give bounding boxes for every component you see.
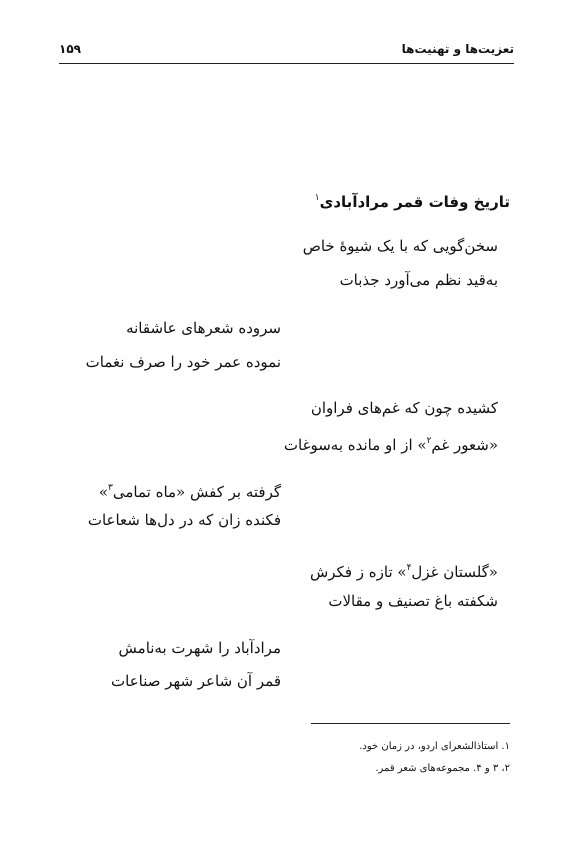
footnote: ۲، ۳ و ۴. مجموعه‌های شعر قمر. — [375, 763, 510, 774]
title-footnote-marker: ۱ — [314, 193, 320, 203]
verse-line: به‌قید نظم می‌آورد جذبات — [339, 271, 498, 289]
page-number: ۱۵۹ — [59, 42, 81, 56]
verse-text: «شعور غم — [431, 436, 498, 454]
verse-line: فکنده زان که در دل‌ها شعاعات — [87, 511, 281, 529]
verse-line — [99, 478, 281, 502]
verse-text: گرفته بر کفش «ماه تمامی — [112, 483, 281, 501]
poem-title-text: تاریخ وفات قمر مرادآبادی — [319, 193, 510, 211]
verse-line: کشیده چون که غم‌های فراوان — [310, 399, 498, 417]
verse-text: » تازه ز فکرش — [309, 563, 407, 581]
verse-line: مرادآباد را شهرت به‌نامش — [118, 639, 281, 657]
verse-line: نموده عمر خود را صرف نغمات — [85, 353, 281, 371]
footnote-marker: ۴ — [406, 563, 412, 573]
header-rule — [59, 63, 514, 64]
verse-line: شکفته باغ تصنیف و مقالات — [328, 592, 498, 610]
running-header — [59, 36, 514, 62]
verse-line — [284, 431, 498, 455]
verse-line: سروده شعرهای عاشقانه — [126, 319, 281, 337]
verse-line — [310, 558, 498, 582]
footnote: ۱. استاذالشعرای اردو، در زمان خود. — [359, 741, 510, 752]
verse-text: «گلستان غزل — [411, 563, 498, 581]
footnote-marker: ۲ — [426, 436, 432, 446]
footnote-rule — [311, 723, 510, 724]
verse-line: سخن‌گویی که با یک شیوهٔ خاص — [302, 237, 498, 255]
verse-text: » از او مانده به‌سوغات — [283, 436, 427, 454]
running-title: تعزیت‌ها و تهنیت‌ها — [401, 42, 514, 56]
poem-title — [315, 193, 510, 211]
footnote-marker: ۳ — [108, 483, 113, 493]
verse-line: قمر آن شاعر شهر صناعات — [111, 672, 281, 690]
verse-text: » — [98, 483, 109, 501]
